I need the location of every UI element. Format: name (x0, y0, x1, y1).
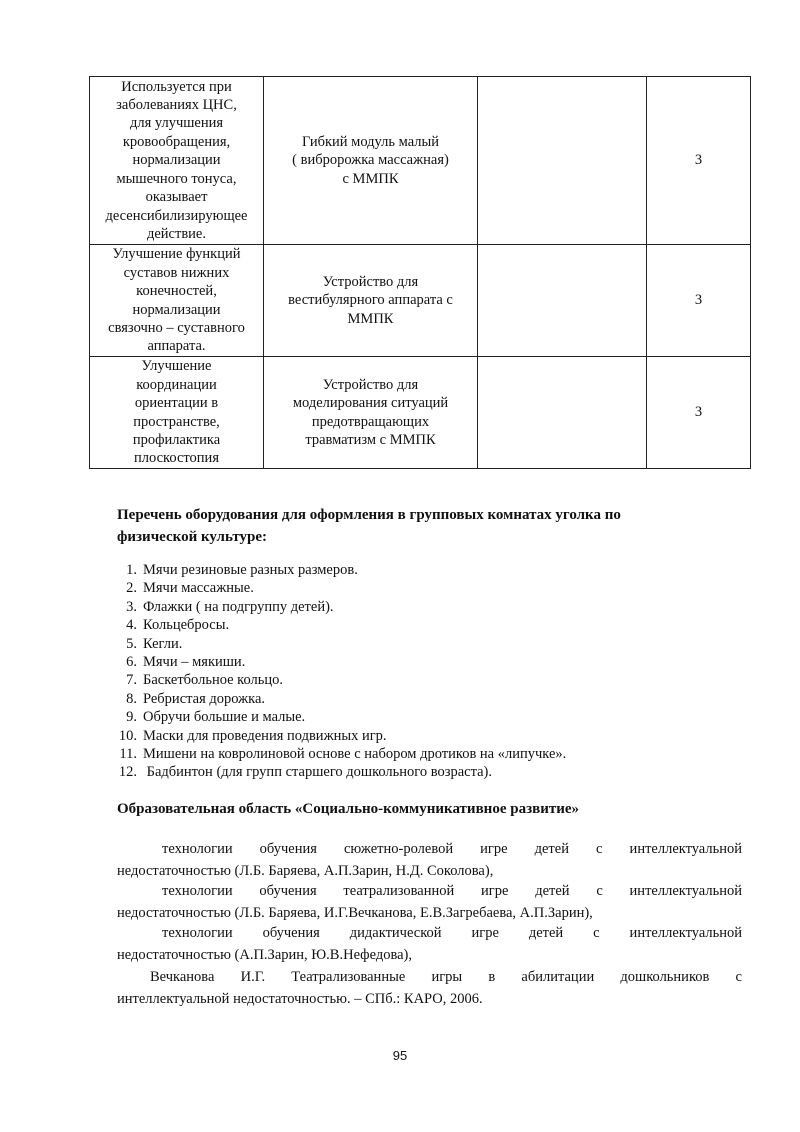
list-item-text: Мишени на ковролиновой основе с набором дротиков на «липучке». (143, 746, 567, 763)
list-item-text: Флажки ( на подгруппу детей). (143, 598, 334, 615)
paragraph-line: недостаточностью (А.П.Зарин, Ю.В.Нефедова), (117, 947, 412, 963)
list-item-number: 3. (126, 598, 137, 615)
cell-line: с ММПК (342, 170, 399, 187)
list-item-text: Баскетбольное кольцо. (143, 672, 284, 689)
equipment-list (112, 561, 566, 782)
empty-cell (478, 245, 647, 357)
section-heading: Образовательная область «Социально-коммуникативное развитие» (117, 801, 580, 817)
paragraph (117, 922, 742, 966)
list-item (112, 763, 566, 781)
cell-line: для улучшения (129, 115, 224, 132)
purpose-cell (90, 357, 264, 469)
quantity-cell: 3 (647, 357, 751, 469)
paragraph-line: Вечканова И.Г. Театрализованные игры в абилитации дошкольников с (150, 969, 742, 985)
list-item (112, 671, 566, 689)
cell-line: Устройство для (322, 273, 419, 290)
cell-line: суставов нижних (123, 264, 230, 281)
paragraph-line: интеллектуальной недостаточностью. – СПб.: КАРО, 2006. (117, 991, 483, 1007)
list-item-text: Кегли. (143, 635, 183, 652)
cell-line: оказывает (145, 189, 208, 206)
page-number: 95 (392, 1048, 408, 1063)
cell-line: нормализации (132, 152, 221, 169)
cell-line: ММПК (347, 310, 394, 327)
cell-line: аппарата. (147, 338, 206, 355)
quantity-cell: 3 (647, 245, 751, 357)
list-item (112, 745, 566, 763)
purpose-cell (90, 77, 264, 245)
list-item-number: 9. (126, 709, 137, 726)
cell-line: профилактика (132, 431, 221, 448)
list-heading-line-1: Перечень оборудования для оформления в групповых комнатах уголка по (117, 507, 621, 523)
cell-line: мышечного тонуса, (116, 170, 237, 187)
cell-line: кровообращения, (122, 133, 231, 150)
cell-line: заболеваниях ЦНС, (116, 97, 237, 114)
cell-line: координации (136, 376, 217, 393)
cell-line: Гибкий модуль малый (301, 133, 439, 150)
list-item-text: Бадбинтон (для групп старшего дошкольного возраста). (143, 764, 493, 781)
list-item-number: 1. (126, 562, 137, 578)
list-item-text: Ребристая дорожка. (143, 690, 266, 707)
cell-line: Используется при (121, 78, 232, 95)
list-item (112, 635, 566, 653)
equipment-table (89, 76, 751, 469)
paragraph-line: недостаточностью (Л.Б. Баряева, А.П.Зарин, Н.Д. Соколова), (117, 863, 494, 879)
cell-line: десенсибилизирующее (105, 207, 248, 224)
list-item-number: 4. (126, 617, 137, 634)
list-heading-line-2: физической культуре: (117, 529, 267, 545)
paragraph-line: недостаточностью (Л.Б. Баряева, И.Г.Вечканова, Е.В.Загребаева, А.П.Зарин), (117, 905, 593, 921)
list-item-text: Маски для проведения подвижных игр. (143, 727, 387, 744)
cell-line: предотвращающих (311, 413, 430, 430)
list-item-number: 6. (126, 654, 137, 671)
cell-line: связочно – суставного (108, 319, 245, 336)
list-item (112, 727, 566, 745)
empty-cell (478, 357, 647, 469)
list-item-text: Мячи массажные. (143, 580, 254, 597)
list-item (112, 598, 566, 616)
cell-line: пространстве, (133, 413, 220, 430)
cell-line: конечностей, (136, 283, 217, 300)
list-item-number: 12. (118, 764, 137, 781)
cell-line: ориентации в (134, 395, 219, 412)
list-item (112, 579, 566, 597)
cell-line: ( вибророжка массажная) (292, 152, 449, 169)
paragraph (117, 838, 742, 882)
list-item-number: 5. (126, 635, 137, 652)
list-item (112, 616, 566, 634)
list-item-text: Мячи резиновые разных размеров. (143, 562, 358, 578)
cell-line: плоскостопия (134, 450, 219, 467)
table-row (90, 77, 751, 245)
paragraph-line: технологии обучения дидактической игре детей с интеллектуальной (162, 925, 742, 941)
cell-line: моделирования ситуаций (292, 395, 449, 412)
purpose-cell (90, 245, 264, 357)
paragraph-line: технологии обучения сюжетно-ролевой игре детей с интеллектуальной (162, 841, 742, 857)
equipment-cell (264, 245, 478, 357)
list-item (112, 708, 566, 726)
list-item-text: Мячи – мякиши. (143, 654, 246, 671)
paragraph (117, 880, 742, 924)
cell-line: нормализации (132, 301, 221, 318)
cell-line: травматизм с ММПК (305, 431, 436, 448)
equipment-cell (264, 77, 478, 245)
list-item-number: 2. (126, 580, 137, 597)
table-row (90, 245, 751, 357)
paragraph (117, 966, 742, 1010)
list-item-text: Кольцебросы. (143, 617, 230, 634)
cell-line: Улучшение функций (112, 246, 241, 263)
quantity-cell: 3 (647, 77, 751, 245)
list-item-number: 11. (119, 746, 137, 763)
empty-cell (478, 77, 647, 245)
cell-line: действие. (146, 225, 206, 242)
paragraph-line: технологии обучения театрализованной игре детей с интеллектуальной (162, 883, 742, 899)
list-item (112, 690, 566, 708)
cell-line: вестибулярного аппарата с (288, 292, 453, 309)
list-item-number: 10. (118, 727, 137, 744)
cell-line: Улучшение (141, 358, 212, 375)
list-item-text: Обручи большие и малые. (143, 709, 306, 726)
list-item-number: 8. (126, 690, 137, 707)
list-item-number: 7. (126, 672, 137, 689)
list-item (112, 653, 566, 671)
cell-line: Устройство для (322, 376, 419, 393)
table-row (90, 357, 751, 469)
equipment-cell (264, 357, 478, 469)
list-item (112, 561, 566, 579)
